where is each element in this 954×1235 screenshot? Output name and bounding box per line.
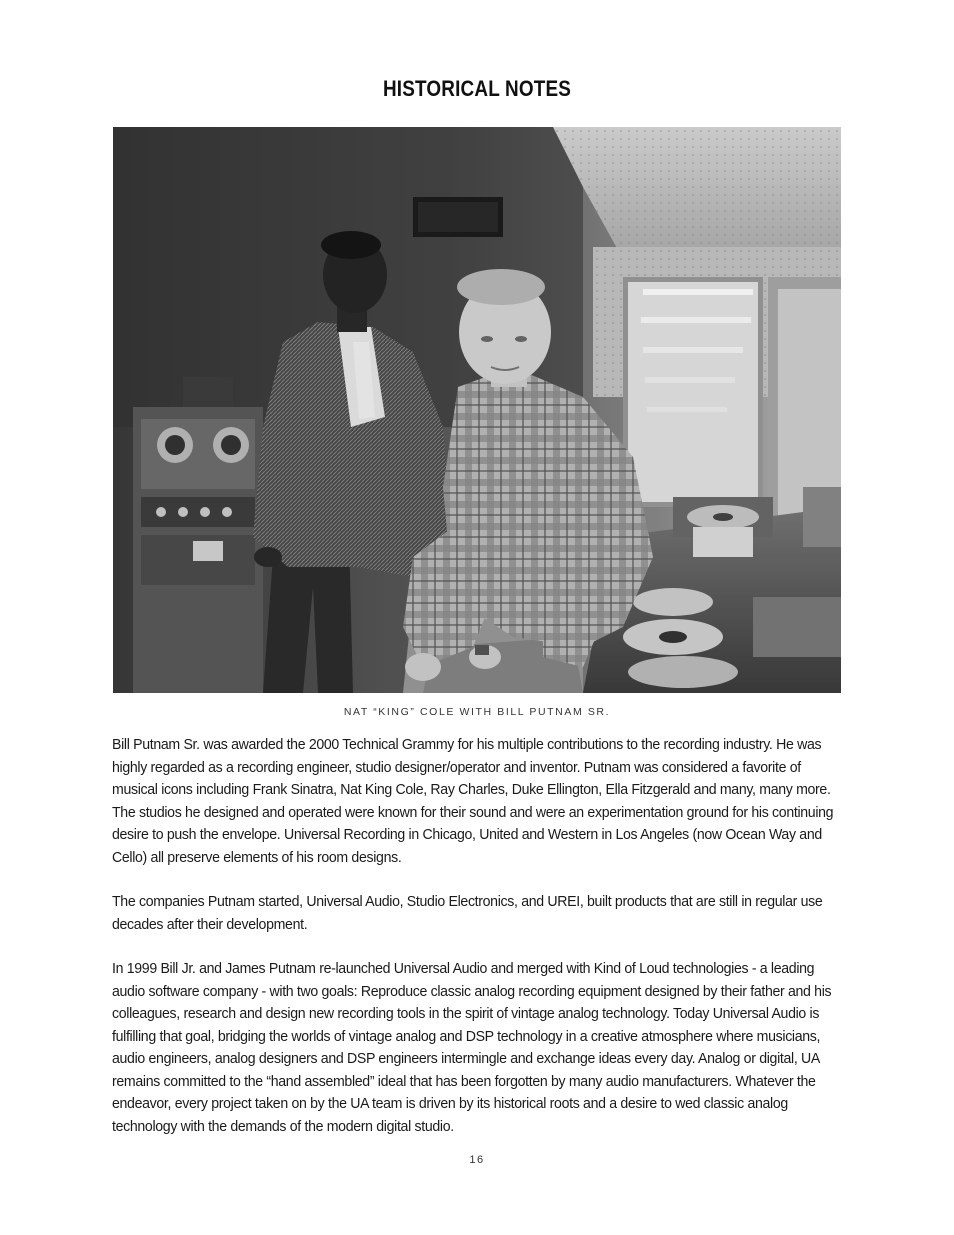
- paragraph: The companies Putnam started, Universal Audio, Studio Electronics, and UREI, built products that are still in regular use decades after their development.: [112, 893, 823, 933]
- paragraph: In 1999 Bill Jr. and James Putnam re-launched Universal Audio and merged with Kind of Loud technologies - a leading audio software company - with two goals: Reproduce classic analog recording equipment designed by their father and his colleagues, research and design new recording tools in the spirit of vintage analog technology. Today Universal Audio is fulfilling that goal, bridging the worlds of vintage analog and DSP technology in a creative atmosphere where musicians, audio engineers, analog designers and DSP engineers intermingle and exchange ideas every day. Analog or digital, UA remains committed to the “hand assembled” ideal that has been forgotten by many audio manufacturers. Whatever the endeavor, every project taken on by the UA team is driven by its historical roots and a desire to wed classic analog technology with the demands of the modern digital studio.: [112, 960, 832, 1135]
- body-text: [112, 734, 842, 1160]
- page-number: 16: [469, 1154, 485, 1166]
- photo-caption: NAT “KING” COLE WITH BILL PUTNAM SR.: [343, 706, 611, 718]
- page-title: HISTORICAL NOTES: [382, 76, 572, 101]
- historical-photo: [113, 127, 841, 693]
- paragraph: Bill Putnam Sr. was awarded the 2000 Technical Grammy for his multiple contributions to the recording industry. He was highly regarded as a recording engineer, studio designer/operator and inventor. Putnam was considered a favorite of musical icons including Frank Sinatra, Nat King Cole, Ray Charles, Duke Ellington, Ella Fitzgerald and many, many more. The studios he designed and operated were known for their sound and were an experimentation ground for his continuing desire to push the envelope. Universal Recording in Chicago, United and Western in Los Angeles (now Ocean Way and Cello) all preserve elements of his room designs.: [112, 736, 834, 866]
- photo-illustration: [113, 127, 841, 693]
